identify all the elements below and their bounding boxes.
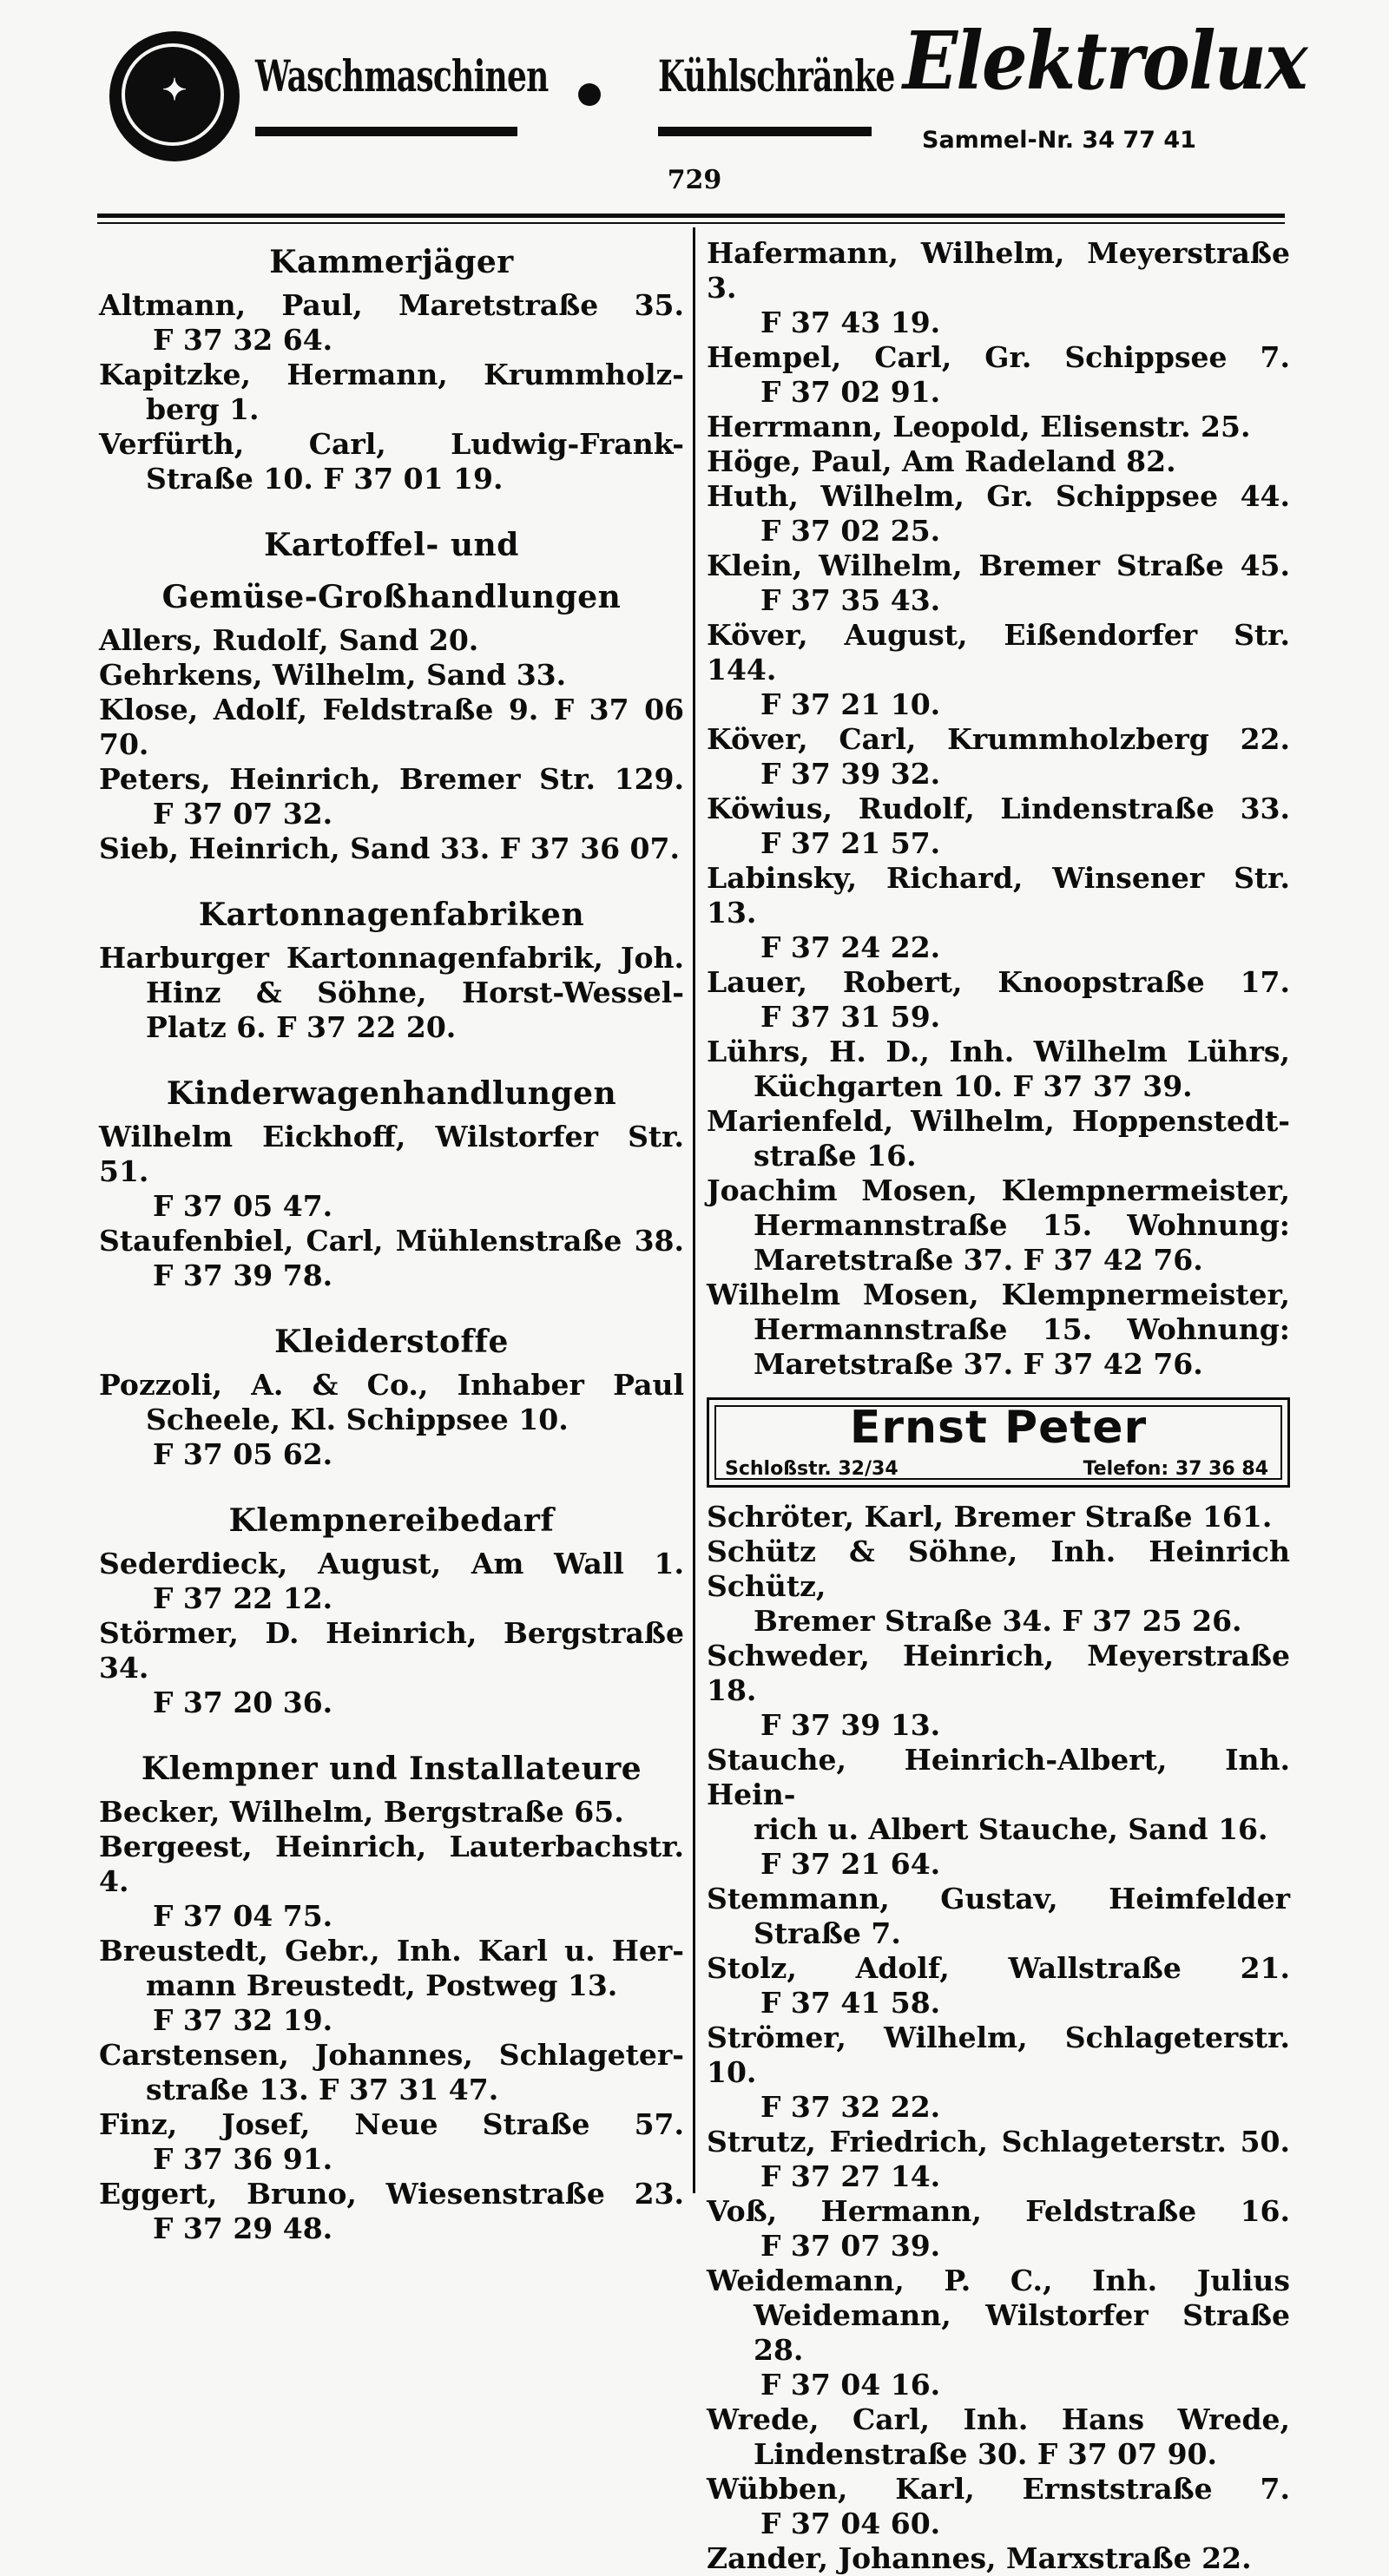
list-item — [99, 831, 684, 866]
entry-phone: F 37 35 43. — [760, 583, 941, 617]
entry-text: Straße 7. — [754, 1916, 901, 1950]
entry-text: Schütz & Söhne, Inh. Heinrich Schütz, — [707, 1534, 1290, 1603]
list-item — [707, 1173, 1290, 1278]
list-item — [707, 2264, 1290, 2402]
entry-text: Verfürth, Carl, Ludwig-Frank- — [99, 427, 684, 461]
entry-text: Altmann, Paul, Maretstraße 35. — [99, 288, 684, 322]
entry-phone: F 37 39 32. — [760, 757, 941, 791]
entry-text: Platz 6. F 37 22 20. — [146, 1010, 457, 1044]
entry-text: Störmer, D. Heinrich, Bergstraße 34. — [99, 1616, 684, 1685]
entry-text: Stauche, Heinrich-Albert, Inh. Hein- — [707, 1743, 1290, 1811]
entry-text: Höge, Paul, Am Radeland 82. — [707, 444, 1176, 478]
list-item — [99, 623, 684, 658]
list-item — [99, 762, 684, 831]
entry-phone: F 37 04 60. — [760, 2507, 941, 2540]
logo-emblem-icon: ✦ — [161, 73, 188, 108]
entry-phone: F 37 02 91. — [760, 375, 941, 409]
section-heading: Kammerjäger — [269, 244, 514, 280]
entry-phone: F 37 04 75. — [153, 1899, 333, 1933]
list-item — [707, 2021, 1290, 2125]
entry-text: straße 16. — [754, 1139, 917, 1173]
ad-bullet-dot — [578, 83, 601, 106]
list-item — [99, 693, 684, 762]
entry-text: Breustedt, Gebr., Inh. Karl u. Her- — [99, 1934, 684, 1968]
entry-text: Gehrkens, Wilhelm, Sand 33. — [99, 658, 567, 692]
entry-phone: F 37 41 58. — [760, 1986, 941, 2020]
list-item — [707, 792, 1290, 861]
section-heading: Klempner und Installateure — [141, 1751, 642, 1787]
entry-text: Maretstraße 37. F 37 42 76. — [754, 1243, 1203, 1277]
entry-text: Hafermann, Wilhelm, Meyerstraße 3. — [707, 236, 1290, 305]
entry-text: Maretstraße 37. F 37 42 76. — [754, 1347, 1203, 1381]
section-heading: Klempnereibedarf — [228, 1502, 555, 1539]
list-item — [99, 1934, 684, 2038]
entry-text: Voß, Hermann, Feldstraße 16. — [707, 2194, 1290, 2228]
list-item — [707, 2402, 1290, 2472]
entry-text: Joachim Mosen, Klempnermeister, — [707, 1173, 1290, 1207]
entry-phone: F 37 20 36. — [153, 1686, 333, 1719]
list-item — [707, 1951, 1290, 2021]
entry-phone: F 37 21 57. — [760, 826, 941, 860]
list-item — [707, 340, 1290, 410]
page-number: 729 — [667, 165, 722, 195]
list-item — [707, 1534, 1290, 1639]
list-item — [99, 1120, 684, 1224]
entry-text: berg 1. — [146, 392, 260, 426]
entry-text: Köver, August, Eißendorfer Str. 144. — [707, 618, 1290, 687]
entry-text: Peters, Heinrich, Bremer Str. 129. — [99, 762, 684, 796]
entry-text: Hermannstraße 15. Wohnung: — [754, 1312, 1290, 1346]
list-item — [707, 1500, 1290, 1534]
list-item — [707, 2541, 1290, 2576]
entry-text: Huth, Wilhelm, Gr. Schippsee 44. — [707, 479, 1290, 513]
entry-text: Klose, Adolf, Feldstraße 9. F 37 06 70. — [99, 693, 684, 761]
list-item — [707, 1743, 1290, 1882]
entry-text: Weidemann, Wilstorfer Straße 28. — [754, 2298, 1290, 2367]
entry-text: Lührs, H. D., Inh. Wilhelm Lührs, — [707, 1035, 1290, 1068]
entry-text: Straße 10. F 37 01 19. — [146, 462, 504, 496]
entry-text: Klein, Wilhelm, Bremer Straße 45. — [707, 549, 1290, 582]
list-item — [707, 410, 1290, 444]
entry-text: Wrede, Carl, Inh. Hans Wrede, — [707, 2402, 1290, 2436]
entry-text: Sieb, Heinrich, Sand 33. F 37 36 07. — [99, 831, 680, 865]
entry-text: Bremer Straße 34. F 37 25 26. — [754, 1604, 1242, 1638]
list-item — [707, 1104, 1290, 1173]
entry-phone: F 37 21 10. — [760, 687, 941, 721]
entry-phone: F 37 36 91. — [153, 2142, 333, 2176]
elektrolux-logo — [109, 31, 240, 161]
entry-phone: F 37 43 19. — [760, 306, 941, 339]
entry-phone: F 37 39 13. — [760, 1708, 941, 1742]
list-item — [99, 1224, 684, 1293]
entry-text: Köver, Carl, Krummholzberg 22. — [707, 722, 1290, 756]
entry-phone: F 37 04 16. — [760, 2368, 941, 2402]
entry-text: Küchgarten 10. F 37 37 39. — [754, 1069, 1193, 1103]
entry-text: Strömer, Wilhelm, Schlageterstr. 10. — [707, 2021, 1290, 2089]
list-item — [99, 1795, 684, 1830]
section-heading: Kleiderstoffe — [274, 1324, 509, 1360]
entry-text: Stemmann, Gustav, Heimfelder — [707, 1882, 1290, 1916]
ad-brand-name: Elektrolux — [903, 14, 1307, 108]
left-column — [99, 236, 684, 2246]
entry-text: Köwius, Rudolf, Lindenstraße 33. — [707, 792, 1290, 825]
list-item — [707, 444, 1290, 479]
entry-text: Sederdieck, August, Am Wall 1. — [99, 1547, 684, 1580]
entry-text: Hempel, Carl, Gr. Schippsee 7. — [707, 340, 1290, 374]
entry-text: Hinz & Söhne, Horst-Wessel- — [146, 976, 684, 1009]
entry-phone: F 37 22 12. — [153, 1581, 333, 1615]
list-item — [707, 2194, 1290, 2264]
entry-text: Lindenstraße 30. F 37 07 90. — [754, 2437, 1217, 2471]
list-item — [707, 722, 1290, 792]
list-item — [99, 2107, 684, 2177]
entry-phone: F 37 32 64. — [153, 323, 333, 357]
header-rule — [97, 214, 1285, 218]
list-item — [99, 427, 684, 496]
entry-phone: F 37 02 25. — [760, 514, 941, 548]
column-divider — [693, 227, 695, 2193]
list-item — [99, 358, 684, 427]
list-item — [99, 2038, 684, 2107]
header-rule-thin — [97, 222, 1285, 224]
list-item — [99, 941, 684, 1045]
entry-phone: F 37 24 22. — [760, 930, 941, 964]
entry-text: Becker, Wilhelm, Bergstraße 65. — [99, 1795, 624, 1829]
entry-text: Stolz, Adolf, Wallstraße 21. — [707, 1951, 1290, 1985]
entry-text: Finz, Josef, Neue Straße 57. — [99, 2107, 684, 2141]
entry-text: Schweder, Heinrich, Meyerstraße 18. — [707, 1639, 1290, 1707]
list-item — [707, 1639, 1290, 1743]
entry-phone: F 37 32 22. — [760, 2090, 941, 2124]
entry-text: Marienfeld, Wilhelm, Hoppenstedt- — [707, 1104, 1290, 1138]
list-item — [707, 861, 1290, 965]
entry-text: rich u. Albert Stauche, Sand 16. — [754, 1812, 1268, 1846]
entry-text: Allers, Rudolf, Sand 20. — [99, 623, 479, 657]
entry-text: Kapitzke, Hermann, Krummholz- — [99, 358, 684, 391]
entry-text: Bergeest, Heinrich, Lauterbachstr. 4. — [99, 1830, 684, 1898]
entry-phone: F 37 05 47. — [153, 1189, 333, 1223]
entry-text: Wilhelm Eickhoff, Wilstorfer Str. 51. — [99, 1120, 684, 1188]
entry-text: Schröter, Karl, Bremer Straße 161. — [707, 1500, 1273, 1534]
entry-text: Carstensen, Johannes, Schlageter- — [99, 2038, 684, 2072]
list-item — [99, 288, 684, 358]
ad-phone-number: Sammel-Nr. 34 77 41 — [922, 127, 1196, 154]
entry-text: Weidemann, P. C., Inh. Julius — [707, 2264, 1290, 2297]
list-item — [707, 618, 1290, 722]
ad-telephone: Telefon: 37 36 84 — [1083, 1458, 1268, 1480]
entry-text: Lauer, Robert, Knoopstraße 17. — [707, 965, 1290, 999]
section-heading: Kartoffel- und — [264, 527, 519, 563]
list-item — [707, 479, 1290, 549]
list-item — [707, 1882, 1290, 1951]
list-item — [99, 658, 684, 693]
entry-text: Strutz, Friedrich, Schlageterstr. 50. — [707, 2125, 1290, 2159]
ad-word-waschmaschinen: Waschmaschinen — [255, 50, 549, 102]
entry-text: mann Breustedt, Postweg 13. — [146, 1968, 618, 2002]
list-item — [707, 2125, 1290, 2194]
entry-phone: F 37 21 64. — [760, 1847, 941, 1881]
entry-text: Pozzoli, A. & Co., Inhaber Paul — [99, 1368, 684, 1402]
list-item — [707, 236, 1290, 340]
section-heading: Kinderwagenhandlungen — [166, 1075, 617, 1112]
list-item — [707, 1035, 1290, 1104]
list-item — [707, 965, 1290, 1035]
entry-text: Wübben, Karl, Ernststraße 7. — [707, 2472, 1290, 2506]
ad-company-name: Ernst Peter — [849, 1402, 1148, 1454]
entry-phone: F 37 29 48. — [153, 2211, 333, 2245]
list-item — [707, 2472, 1290, 2541]
ad-word-kuehlschraenke: Kühlschränke — [658, 50, 895, 102]
list-item — [99, 1547, 684, 1616]
section-heading: Kartonnagenfabriken — [198, 897, 585, 933]
entry-text: Staufenbiel, Carl, Mühlenstraße 38. — [99, 1224, 684, 1258]
entry-phone: F 37 07 39. — [760, 2229, 941, 2263]
entry-phone: F 37 27 14. — [760, 2159, 941, 2193]
ernst-peter-advertisement — [707, 1397, 1290, 1488]
entry-text: Harburger Kartonnagenfabrik, Joh. — [99, 941, 684, 975]
entry-phone: F 37 32 19. — [153, 2003, 333, 2037]
ad-underline — [255, 127, 517, 136]
list-item — [99, 2177, 684, 2246]
list-item — [99, 1616, 684, 1720]
entry-text: Zander, Johannes, Marxstraße 22. — [707, 2541, 1252, 2575]
entry-text: Herrmann, Leopold, Elisenstr. 25. — [707, 410, 1251, 444]
list-item — [707, 1278, 1290, 1382]
list-item — [707, 549, 1290, 618]
entry-text: Labinsky, Richard, Winsener Str. 13. — [707, 861, 1290, 930]
entry-text: Eggert, Bruno, Wiesenstraße 23. — [99, 2177, 684, 2211]
section-heading: Gemüse-Großhandlungen — [161, 579, 622, 615]
entry-text: Hermannstraße 15. Wohnung: — [754, 1208, 1290, 1242]
entry-text: straße 13. F 37 31 47. — [146, 2073, 499, 2106]
entry-text: Scheele, Kl. Schippsee 10. — [146, 1403, 569, 1436]
entry-phone: F 37 05 62. — [153, 1437, 333, 1471]
ad-address: Schloßstr. 32/34 — [725, 1458, 899, 1480]
list-item — [99, 1368, 684, 1472]
entry-phone: F 37 39 78. — [153, 1258, 333, 1292]
entry-phone: F 37 07 32. — [153, 797, 333, 831]
entry-text: Wilhelm Mosen, Klempnermeister, — [707, 1278, 1290, 1311]
list-item — [99, 1830, 684, 1934]
entry-phone: F 37 31 59. — [760, 1000, 941, 1034]
ad-underline — [658, 127, 872, 136]
right-column — [707, 236, 1290, 2576]
